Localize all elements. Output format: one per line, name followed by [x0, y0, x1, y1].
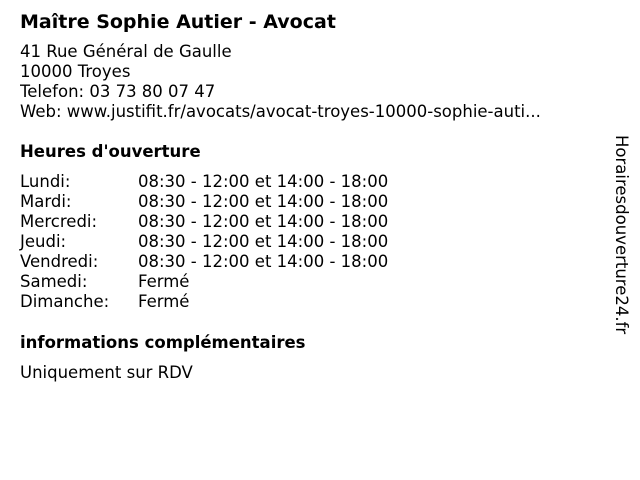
time-value: 08:30 - 12:00 et 14:00 - 18:00	[138, 232, 389, 251]
day-label: Jeudi:	[20, 232, 67, 251]
phone-number: Telefon: 03 73 80 07 47	[20, 82, 216, 101]
page-title: Maître Sophie Autier - Avocat	[20, 11, 336, 33]
hours-row-monday	[20, 172, 600, 192]
time-value: Fermé	[138, 292, 190, 311]
time-value: 08:30 - 12:00 et 14:00 - 18:00	[138, 252, 389, 271]
website-link[interactable]: Web: www.justifit.fr/avocats/avocat-troyes-10000-sophie-auti...	[20, 102, 541, 121]
site-watermark: Horairesdouverture24.fr	[612, 135, 631, 335]
city-address: 10000 Troyes	[20, 62, 131, 81]
time-value: 08:30 - 12:00 et 14:00 - 18:00	[138, 192, 389, 211]
day-label: Mercredi:	[20, 212, 98, 231]
extra-info-text: Uniquement sur RDV	[20, 363, 193, 382]
hours-row-friday	[20, 252, 600, 272]
extra-info-heading: informations complémentaires	[20, 333, 306, 352]
hours-row-thursday	[20, 232, 600, 252]
time-value: 08:30 - 12:00 et 14:00 - 18:00	[138, 212, 389, 231]
day-label: Dimanche:	[20, 292, 110, 311]
time-value: 08:30 - 12:00 et 14:00 - 18:00	[138, 172, 389, 191]
time-value: Fermé	[138, 272, 190, 291]
hours-row-sunday	[20, 292, 600, 312]
day-label: Lundi:	[20, 172, 71, 191]
street-address: 41 Rue Général de Gaulle	[20, 42, 232, 61]
day-label: Vendredi:	[20, 252, 99, 271]
address-block	[20, 42, 600, 122]
day-label: Mardi:	[20, 192, 72, 211]
hours-row-tuesday	[20, 192, 600, 212]
hours-row-saturday	[20, 272, 600, 292]
day-label: Samedi:	[20, 272, 88, 291]
business-info	[20, 10, 600, 383]
hours-row-wednesday	[20, 212, 600, 232]
opening-hours-table	[20, 172, 600, 312]
hours-heading: Heures d'ouverture	[20, 142, 201, 161]
